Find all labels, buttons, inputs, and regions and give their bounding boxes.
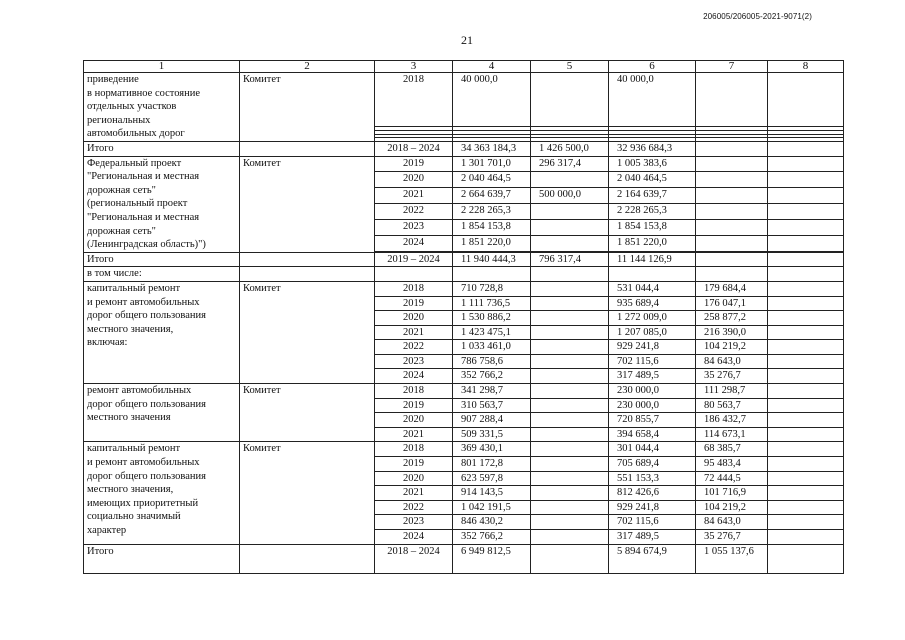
year-cell: 2021 — [375, 486, 453, 501]
regional-amount-cell: 2 164 639,7 — [609, 188, 696, 204]
year-cell: 2023 — [375, 515, 453, 530]
regional-amount-cell: 5 894 674,9 — [609, 544, 696, 573]
federal-amount-cell — [531, 296, 609, 311]
year-cell: 2024 — [375, 530, 453, 545]
program-name-line: Федеральный проект — [87, 157, 182, 169]
local-amount-cell: 80 563,7 — [696, 398, 768, 413]
other-amount-cell — [768, 515, 844, 530]
other-amount-cell — [768, 281, 844, 296]
local-amount-cell: 35 276,7 — [696, 530, 768, 545]
budget-table — [83, 60, 844, 574]
total-amount-cell: 1 851 220,0 — [453, 235, 531, 251]
local-amount-cell: 179 684,4 — [696, 281, 768, 296]
header-cell: 5 — [531, 61, 609, 73]
total-amount-cell: 1 111 736,5 — [453, 296, 531, 311]
other-amount-cell — [768, 156, 844, 172]
regional-amount-cell: 935 689,4 — [609, 296, 696, 311]
executor-cell: Комитет — [240, 442, 375, 544]
federal-amount-cell — [531, 219, 609, 235]
local-amount-cell: 101 716,9 — [696, 486, 768, 501]
regional-amount-cell: 1 005 383,6 — [609, 156, 696, 172]
federal-amount-cell — [531, 311, 609, 326]
executor-cell: Комитет — [240, 384, 375, 442]
total-amount-cell: 352 766,2 — [453, 530, 531, 545]
local-amount-cell — [696, 188, 768, 204]
other-amount-cell — [768, 398, 844, 413]
year-cell: 2021 — [375, 427, 453, 442]
total-amount-cell: 34 363 184,3 — [453, 141, 531, 156]
federal-amount-cell: 1 426 500,0 — [531, 141, 609, 156]
year-cell: 2020 — [375, 413, 453, 428]
regional-amount-cell: 317 489,5 — [609, 369, 696, 384]
federal-amount-cell — [531, 486, 609, 501]
local-amount-cell — [696, 73, 768, 127]
year-cell: 2021 — [375, 325, 453, 340]
program-name-line: социально значимый — [87, 511, 181, 523]
program-name-line: Итого — [87, 142, 114, 154]
program-name-line: местного значения — [87, 412, 171, 424]
program-name-line: автомобильных дорог — [87, 128, 185, 140]
federal-amount-cell — [531, 281, 609, 296]
year-cell: 2018 – 2024 — [375, 544, 453, 573]
local-amount-cell: 95 483,4 — [696, 457, 768, 472]
local-amount-cell — [696, 141, 768, 156]
federal-amount-cell: 796 317,4 — [531, 252, 609, 267]
total-amount-cell: 846 430,2 — [453, 515, 531, 530]
executor-cell: Комитет — [240, 281, 375, 383]
other-amount-cell — [768, 311, 844, 326]
header-cell: 3 — [375, 61, 453, 73]
federal-amount-cell — [531, 73, 609, 127]
total-amount-cell: 1 854 153,8 — [453, 219, 531, 235]
total-amount-cell: 623 597,8 — [453, 471, 531, 486]
total-amount-cell: 40 000,0 — [453, 73, 531, 127]
subheader-label: в том числе: — [84, 267, 240, 282]
regional-amount-cell: 531 044,4 — [609, 281, 696, 296]
year-cell: 2023 — [375, 219, 453, 235]
federal-amount-cell — [531, 530, 609, 545]
total-row — [84, 544, 844, 573]
local-amount-cell: 104 219,2 — [696, 340, 768, 355]
federal-amount-cell — [531, 442, 609, 457]
year-cell: 2019 – 2024 — [375, 252, 453, 267]
other-amount-cell — [768, 544, 844, 573]
total-amount-cell: 907 288,4 — [453, 413, 531, 428]
other-amount-cell — [768, 354, 844, 369]
year-cell: 2018 — [375, 73, 453, 127]
total-row — [84, 141, 844, 156]
program-name-line: дорог общего пользования — [87, 310, 206, 322]
other-amount-cell — [768, 471, 844, 486]
program-name-line: (Ленинградская область)") — [87, 239, 206, 251]
local-amount-cell: 104 219,2 — [696, 500, 768, 515]
year-cell: 2018 — [375, 281, 453, 296]
program-name-line: "Региональная и местная — [87, 211, 200, 223]
local-amount-cell — [696, 172, 768, 188]
local-amount-cell — [696, 219, 768, 235]
local-amount-cell — [696, 204, 768, 220]
total-amount-cell: 1 033 461,0 — [453, 340, 531, 355]
other-amount-cell — [768, 141, 844, 156]
program-name-line: дорог общего пользования — [87, 470, 206, 482]
regional-amount-cell: 317 489,5 — [609, 530, 696, 545]
total-amount-cell: 369 430,1 — [453, 442, 531, 457]
local-amount-cell: 84 643,0 — [696, 515, 768, 530]
program-name-line: включая: — [87, 337, 128, 349]
regional-amount-cell: 1 851 220,0 — [609, 235, 696, 251]
other-amount-cell — [768, 442, 844, 457]
program-name-line: местного значения, — [87, 484, 174, 496]
federal-amount-cell — [531, 354, 609, 369]
empty-cell — [696, 267, 768, 282]
header-cell: 2 — [240, 61, 375, 73]
executor-cell — [240, 141, 375, 156]
other-amount-cell — [768, 73, 844, 127]
federal-amount-cell — [531, 398, 609, 413]
regional-amount-cell: 702 115,6 — [609, 354, 696, 369]
federal-amount-cell — [531, 427, 609, 442]
total-amount-cell: 1 530 886,2 — [453, 311, 531, 326]
regional-amount-cell: 301 044,4 — [609, 442, 696, 457]
year-cell: 2024 — [375, 369, 453, 384]
executor-cell — [240, 544, 375, 573]
total-label — [84, 141, 240, 156]
federal-amount-cell — [531, 500, 609, 515]
federal-amount-cell — [531, 172, 609, 188]
federal-amount-cell — [531, 369, 609, 384]
program-name-line: отдельных участков — [87, 101, 177, 113]
regional-amount-cell: 720 855,7 — [609, 413, 696, 428]
program-name-cell — [84, 156, 240, 252]
total-amount-cell: 2 664 639,7 — [453, 188, 531, 204]
regional-amount-cell: 40 000,0 — [609, 73, 696, 127]
data-row — [84, 384, 844, 399]
local-amount-cell: 258 877,2 — [696, 311, 768, 326]
total-amount-cell: 509 331,5 — [453, 427, 531, 442]
total-amount-cell: 2 040 464,5 — [453, 172, 531, 188]
other-amount-cell — [768, 500, 844, 515]
year-cell: 2020 — [375, 172, 453, 188]
year-cell: 2019 — [375, 457, 453, 472]
total-amount-cell: 1 301 701,0 — [453, 156, 531, 172]
program-name-line: дорожная сеть" — [87, 225, 156, 237]
header-cell: 6 — [609, 61, 696, 73]
regional-amount-cell: 1 272 009,0 — [609, 311, 696, 326]
federal-amount-cell — [531, 515, 609, 530]
year-cell: 2022 — [375, 340, 453, 355]
federal-amount-cell — [531, 325, 609, 340]
total-amount-cell: 352 766,2 — [453, 369, 531, 384]
program-name-line: и ремонт автомобильных — [87, 457, 200, 469]
regional-amount-cell: 812 426,6 — [609, 486, 696, 501]
other-amount-cell — [768, 340, 844, 355]
program-name-line: ремонт автомобильных — [87, 385, 192, 397]
program-name-cell — [84, 281, 240, 383]
program-name-line: капитальный ремонт — [87, 443, 181, 455]
local-amount-cell — [696, 235, 768, 251]
subheader-row — [84, 267, 844, 282]
page-number: 21 — [461, 33, 473, 47]
empty-cell — [609, 267, 696, 282]
local-amount-cell: 68 385,7 — [696, 442, 768, 457]
other-amount-cell — [768, 413, 844, 428]
program-name-cell — [84, 384, 240, 442]
federal-amount-cell — [531, 471, 609, 486]
total-amount-cell: 341 298,7 — [453, 384, 531, 399]
federal-amount-cell: 296 317,4 — [531, 156, 609, 172]
other-amount-cell — [768, 486, 844, 501]
regional-amount-cell: 230 000,0 — [609, 398, 696, 413]
federal-amount-cell — [531, 235, 609, 251]
total-amount-cell: 710 728,8 — [453, 281, 531, 296]
regional-amount-cell: 705 689,4 — [609, 457, 696, 472]
regional-amount-cell: 32 936 684,3 — [609, 141, 696, 156]
program-name-line: дорожная сеть" — [87, 184, 156, 196]
federal-amount-cell — [531, 457, 609, 472]
table-body — [84, 61, 844, 574]
program-name-line: и ремонт автомобильных — [87, 296, 200, 308]
local-amount-cell: 114 673,1 — [696, 427, 768, 442]
local-amount-cell: 176 047,1 — [696, 296, 768, 311]
federal-amount-cell — [531, 544, 609, 573]
local-amount-cell: 186 432,7 — [696, 413, 768, 428]
regional-amount-cell: 2 040 464,5 — [609, 172, 696, 188]
local-amount-cell: 1 055 137,6 — [696, 544, 768, 573]
header-cell: 4 — [453, 61, 531, 73]
local-amount-cell: 72 444,5 — [696, 471, 768, 486]
other-amount-cell — [768, 530, 844, 545]
year-cell: 2019 — [375, 398, 453, 413]
data-row — [84, 156, 844, 172]
empty-cell — [531, 267, 609, 282]
year-cell: 2018 — [375, 442, 453, 457]
other-amount-cell — [768, 235, 844, 251]
local-amount-cell: 216 390,0 — [696, 325, 768, 340]
empty-cell — [375, 267, 453, 282]
program-name-line: имеющих приоритетный — [87, 497, 199, 509]
program-name-cell — [84, 73, 240, 142]
program-name-line: приведение — [87, 74, 139, 85]
program-name-line: местного значения, — [87, 323, 174, 335]
federal-amount-cell: 500 000,0 — [531, 188, 609, 204]
total-amount-cell: 914 143,5 — [453, 486, 531, 501]
year-cell: 2020 — [375, 471, 453, 486]
executor-cell: Комитет — [240, 73, 375, 142]
other-amount-cell — [768, 296, 844, 311]
data-row — [84, 73, 844, 127]
program-name-line: характер — [87, 525, 127, 536]
total-amount-cell: 11 940 444,3 — [453, 252, 531, 267]
empty-cell — [453, 267, 531, 282]
total-label — [84, 544, 240, 573]
program-name-line: региональных — [87, 114, 151, 126]
program-name-line: (региональный проект — [87, 198, 188, 210]
year-cell: 2023 — [375, 354, 453, 369]
total-amount-cell: 801 172,8 — [453, 457, 531, 472]
other-amount-cell — [768, 325, 844, 340]
program-name-line: Итого — [87, 545, 114, 557]
year-cell: 2019 — [375, 156, 453, 172]
total-row — [84, 252, 844, 267]
total-amount-cell: 2 228 265,3 — [453, 204, 531, 220]
local-amount-cell — [696, 156, 768, 172]
regional-amount-cell: 551 153,3 — [609, 471, 696, 486]
year-cell: 2018 – 2024 — [375, 141, 453, 156]
data-row — [84, 281, 844, 296]
year-cell: 2022 — [375, 500, 453, 515]
year-cell: 2021 — [375, 188, 453, 204]
regional-amount-cell: 929 241,8 — [609, 500, 696, 515]
header-row — [84, 61, 844, 73]
year-cell: 2024 — [375, 235, 453, 251]
local-amount-cell: 111 298,7 — [696, 384, 768, 399]
federal-amount-cell — [531, 384, 609, 399]
total-label — [84, 252, 240, 267]
regional-amount-cell: 11 144 126,9 — [609, 252, 696, 267]
regional-amount-cell: 1 207 085,0 — [609, 325, 696, 340]
other-amount-cell — [768, 369, 844, 384]
regional-amount-cell: 230 000,0 — [609, 384, 696, 399]
year-cell: 2020 — [375, 311, 453, 326]
total-amount-cell: 786 758,6 — [453, 354, 531, 369]
total-amount-cell: 1 423 475,1 — [453, 325, 531, 340]
local-amount-cell: 84 643,0 — [696, 354, 768, 369]
local-amount-cell — [696, 252, 768, 267]
executor-cell — [240, 252, 375, 267]
other-amount-cell — [768, 172, 844, 188]
other-amount-cell — [768, 188, 844, 204]
program-name-line: Итого — [87, 253, 114, 265]
regional-amount-cell: 702 115,6 — [609, 515, 696, 530]
year-cell: 2019 — [375, 296, 453, 311]
document-id: 206005/206005-2021-9071(2) — [703, 12, 812, 21]
other-amount-cell — [768, 204, 844, 220]
empty-cell — [768, 267, 844, 282]
other-amount-cell — [768, 384, 844, 399]
local-amount-cell: 35 276,7 — [696, 369, 768, 384]
header-cell: 7 — [696, 61, 768, 73]
data-row — [84, 442, 844, 457]
empty-cell — [240, 267, 375, 282]
program-name-line: капитальный ремонт — [87, 282, 181, 294]
federal-amount-cell — [531, 204, 609, 220]
total-amount-cell: 1 042 191,5 — [453, 500, 531, 515]
regional-amount-cell: 394 658,4 — [609, 427, 696, 442]
program-name-line: "Региональная и местная — [87, 171, 200, 183]
regional-amount-cell: 2 228 265,3 — [609, 204, 696, 220]
executor-cell: Комитет — [240, 156, 375, 252]
other-amount-cell — [768, 427, 844, 442]
header-cell: 1 — [84, 61, 240, 73]
other-amount-cell — [768, 457, 844, 472]
program-name-line: дорог общего пользования — [87, 398, 206, 410]
federal-amount-cell — [531, 340, 609, 355]
header-cell: 8 — [768, 61, 844, 73]
regional-amount-cell: 1 854 153,8 — [609, 219, 696, 235]
program-name-line: в нормативное состояние — [87, 87, 201, 99]
other-amount-cell — [768, 219, 844, 235]
regional-amount-cell: 929 241,8 — [609, 340, 696, 355]
federal-amount-cell — [531, 413, 609, 428]
total-amount-cell: 310 563,7 — [453, 398, 531, 413]
year-cell: 2018 — [375, 384, 453, 399]
total-amount-cell: 6 949 812,5 — [453, 544, 531, 573]
program-name-cell — [84, 442, 240, 544]
other-amount-cell — [768, 252, 844, 267]
year-cell: 2022 — [375, 204, 453, 220]
